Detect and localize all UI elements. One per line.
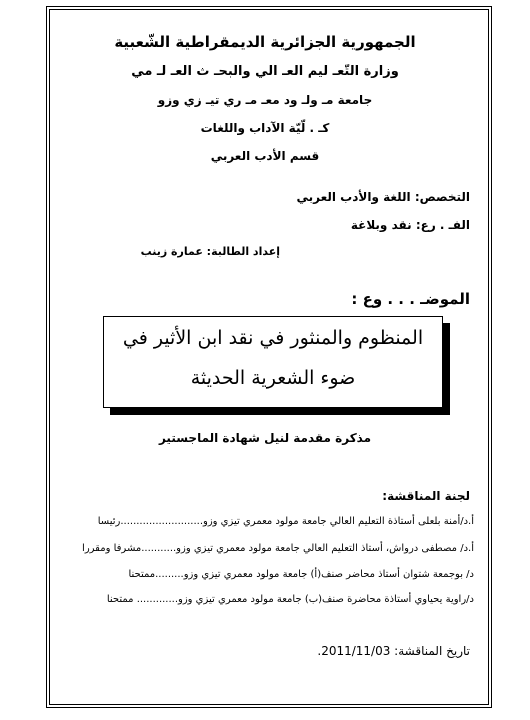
thesis-title-box [103,316,443,408]
specialization: التخصص: اللغة والأدب العربي [296,190,470,204]
faculty-name: كـ . لّيّة الآداب واللغات [200,121,330,135]
defense-date: تاريخ المناقشة: 2011/11/03. [317,644,470,658]
topic-label: الموضـ . . . وع : [351,290,470,308]
ministry-name: وزارة التّعـ ليم العـ الي والبحـ ث العـ لـ مي [131,64,399,79]
university-name: جامعة مـ ولـ ود معـ مـ ري تيـ زي وزو [157,93,373,107]
department-name: قسم الأدب العربي [210,149,320,163]
committee-member: د/ بوجمعة شتوان أستاذ محاضر صنف(أ) جامعة مولود معمري تيزي وزو.........ممتحنا [128,569,474,580]
republic-name: الجمهورية الجزائرية الديمقراطية الشّعبية [114,33,416,51]
committee-member: أ.د/أمنة بلعلى أستاذة التعليم العالي جامعة مولود معمري تيزي وزو..........................رئيسا [97,516,474,527]
committee-member: أ.د/ مصطفى درواش، أستاذ التعليم العالي جامعة مولود معمري تيزي وزو...........مشرفا ومقررا [82,543,474,554]
memo-caption: مذكرة مقدمة لنيل شهادة الماجستير [158,431,372,445]
committee-heading: لجنة المناقشة: [382,489,470,503]
branch: الفـ . رع: نقد وبلاغة [350,218,470,232]
thesis-title-line-2: ضوء الشعرية الحديثة [190,367,356,389]
committee-member: د/راوية يحياوي أستاذة محاضرة صنف(ب) جامعة مولود معمري تيزي وزو............. ممتحنا [106,594,474,605]
student-name: إعداد الطالبة: عمارة زينب [140,245,280,258]
thesis-title-line-1: المنظوم والمنثور في نقد ابن الأثير في [122,327,424,349]
